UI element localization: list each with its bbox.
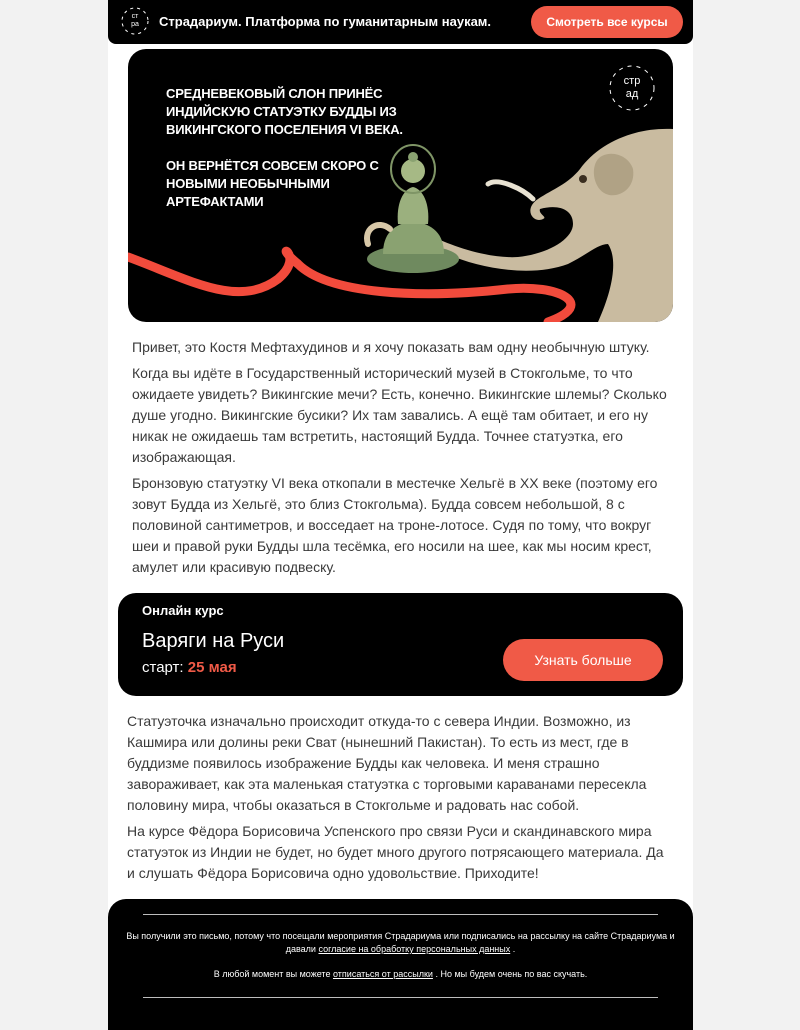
stradarium-logo-icon [120,6,150,36]
header-title: Страдариум. Платформа по гуманитарным наукам. [159,14,492,29]
course-tag: Онлайн курс [142,603,224,618]
header-bar [108,0,693,44]
banner-headline [166,85,426,229]
unsubscribe-prefix: В любой момент вы можете [213,969,331,979]
banner-line-2: ОН ВЕРНЁТСЯ СОВСЕМ СКОРО С НОВЫМИ НЕОБЫЧНЫМИ АРТЕФАКТАМИ [166,158,379,209]
intro-paragraph-3: Бронзовую статуэтку VI века откопали в местечке Хельгё в XX веке (поэтому его зовут Будда из Хельгё, это близ Стокгольма). Будда совсем небольшой, 8 с половиной сантиметров, и восседает на троне-лотосе. Судя по тому, что вокруг шеи и правой руки Будды шла тесёмка, его носили на шее, как мы носим крест, амулет или красивую подвеску. [132,475,658,575]
learn-more-button[interactable]: Узнать больше [503,639,663,681]
outro-paragraph-1: Статуэточка изначально происходит откуда-то с севера Индии. Возможно, из Кашмира или долины реки Сват (нынешний Пакистан). То есть из мест, где в буддизме появилось изображение Будды как человека. И меня страшно завораживает, как эта маленькая статуэтка с торговыми караванами пересекла половину мира, чтобы оказаться в Стокгольме и радовать нас собой. [127,713,647,813]
course-start-label: старт: [142,659,184,676]
course-start [142,659,237,676]
outro-paragraph-2: На курсе Фёдора Борисовича Успенского про связи Руси и скандинавского мира статуэток из Индии не будет, но будет много другого потрясающего материала. Да и слушать Фёдора Борисовича одно удовольствие. Приходите! [127,823,664,881]
footer-notice-end: . [512,944,516,954]
svg-text:ст: ст [131,13,139,20]
footer-divider [143,914,658,915]
footer-divider [143,997,658,998]
course-title: Варяги на Руси [142,630,285,652]
hero-banner[interactable] [128,49,673,322]
svg-text:ра: ра [131,21,139,28]
intro-paragraph-1: Привет, это Костя Мефтахудинов и я хочу показать вам одну необычную штуку. [132,339,650,355]
banner-line-1: СРЕДНЕВЕКОВЫЙ СЛОН ПРИНЁС ИНДИЙСКУЮ СТАТУЭТКУ БУДДЫ ИЗ ВИКИНГСКОГО ПОСЕЛЕНИЯ VI ВЕКА. [166,86,403,137]
consent-link[interactable]: согласие на обработку персональных данных [318,944,511,954]
footer-notice-text: Вы получили это письмо, потому что посещали мероприятия Страдариума или подписались на рассылку на сайте Страдариума и давали [126,931,675,954]
footer [108,899,693,1030]
course-card [118,593,683,696]
footer-unsubscribe [126,968,675,981]
unsubscribe-suffix: . Но мы будем очень по вас скучать. [435,969,588,979]
footer-notice [126,930,675,956]
banner-logo-icon [607,63,657,113]
svg-text:ад: ад [625,88,639,100]
course-start-date: 25 мая [187,659,237,676]
intro-text [132,337,672,583]
outro-text [127,711,672,889]
unsubscribe-link[interactable]: отписаться от рассылки [332,969,433,979]
intro-paragraph-2: Когда вы идёте в Государственный исторический музей в Стокгольме, то что ожидаете увидеть? Викингские мечи? Есть, конечно. Викингские шлемы? Сколько душе угодно. Викингские бусики? Их там завались. А ещё там обитает, и его ну никак не ожидаешь там встретить, настоящий Будда. Точнее статуэтка, его изображающая. [132,365,667,465]
svg-text:стр: стр [623,75,641,87]
all-courses-button[interactable]: Смотреть все курсы [531,6,683,38]
